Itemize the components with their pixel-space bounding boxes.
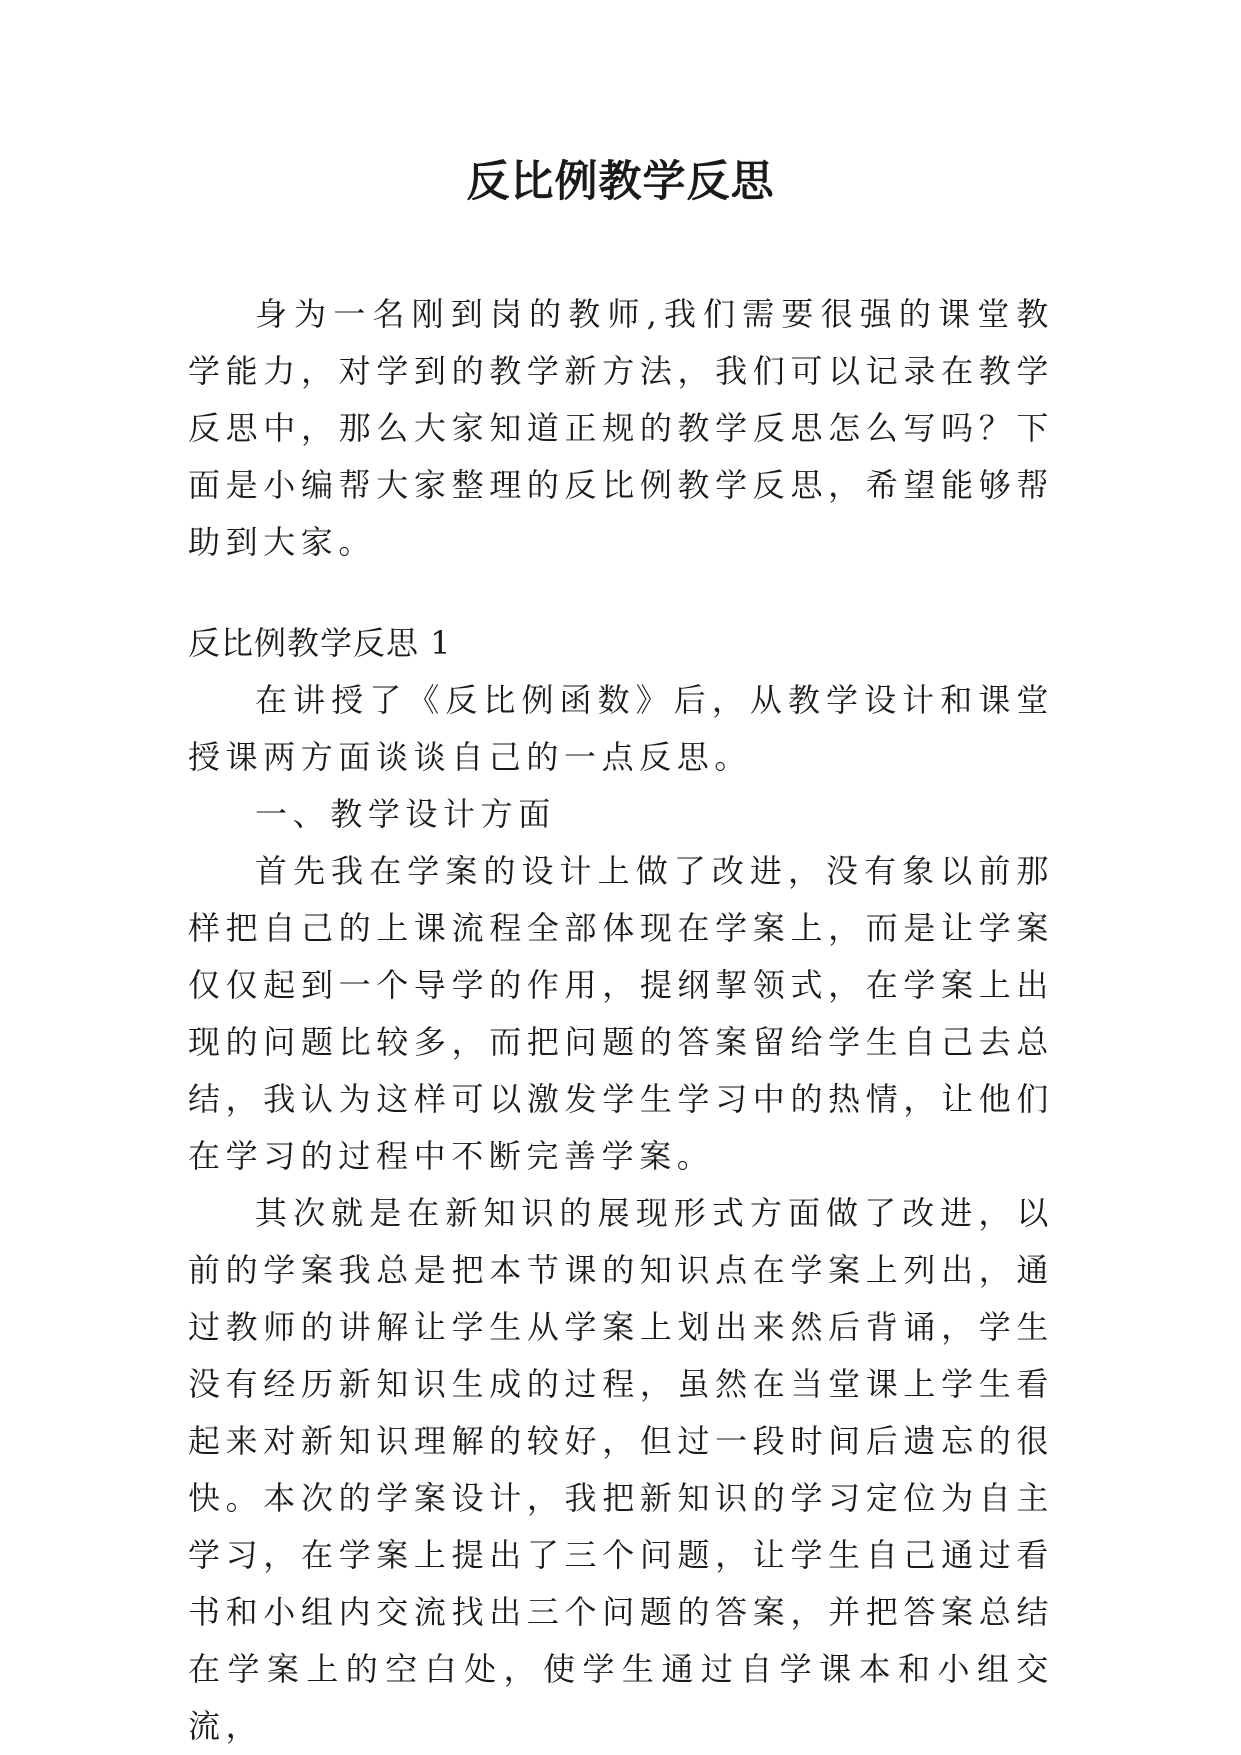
section-heading: 反比例教学反思 1 <box>188 624 452 662</box>
document-body <box>188 286 1054 1755</box>
body-paragraph: 其次就是在新知识的展现形式方面做了改进，以前的学案我总是把本节课的知识点在学案上列出，通过教师的讲解让学生从学案上划出来然后背诵，学生没有经历新知识生成的过程，虽然在当堂课上学生看起来对新知识理解的较好，但过一段时间后遗忘的很快。本次的学案设计，我把新知识的学习定位为自主学习，在学案上提出了三个问题，让学生自己通过看书和小组内交流找出三个问题的答案，并把答案总结在学案上的空白处，使学生通过自学课本和小组交流， <box>188 1194 1054 1745</box>
intro-paragraph: 身为一名刚到岗的教师,我们需要很强的课堂教学能力，对学到的教学新方法，我们可以记录在教学反思中，那么大家知道正规的教学反思怎么写吗？下面是小编帮大家整理的反比例教学反思，希望能够帮助到大家。 <box>188 295 1054 561</box>
subsection-heading: 一、教学设计方面 <box>255 795 556 833</box>
body-paragraph: 在讲授了《反比例函数》后，从教学设计和课堂授课两方面谈谈自己的一点反思。 <box>188 681 1054 776</box>
body-paragraph: 首先我在学案的设计上做了改进，没有象以前那样把自己的上课流程全部体现在学案上，而是让学案仅仅起到一个导学的作用，提纲挈领式，在学案上出现的问题比较多，而把问题的答案留给学生自己去总结，我认为这样可以激发学生学习中的热情，让他们在学习的过程中不断完善学案。 <box>188 852 1054 1175</box>
document-title: 反比例教学反思 <box>466 157 775 207</box>
